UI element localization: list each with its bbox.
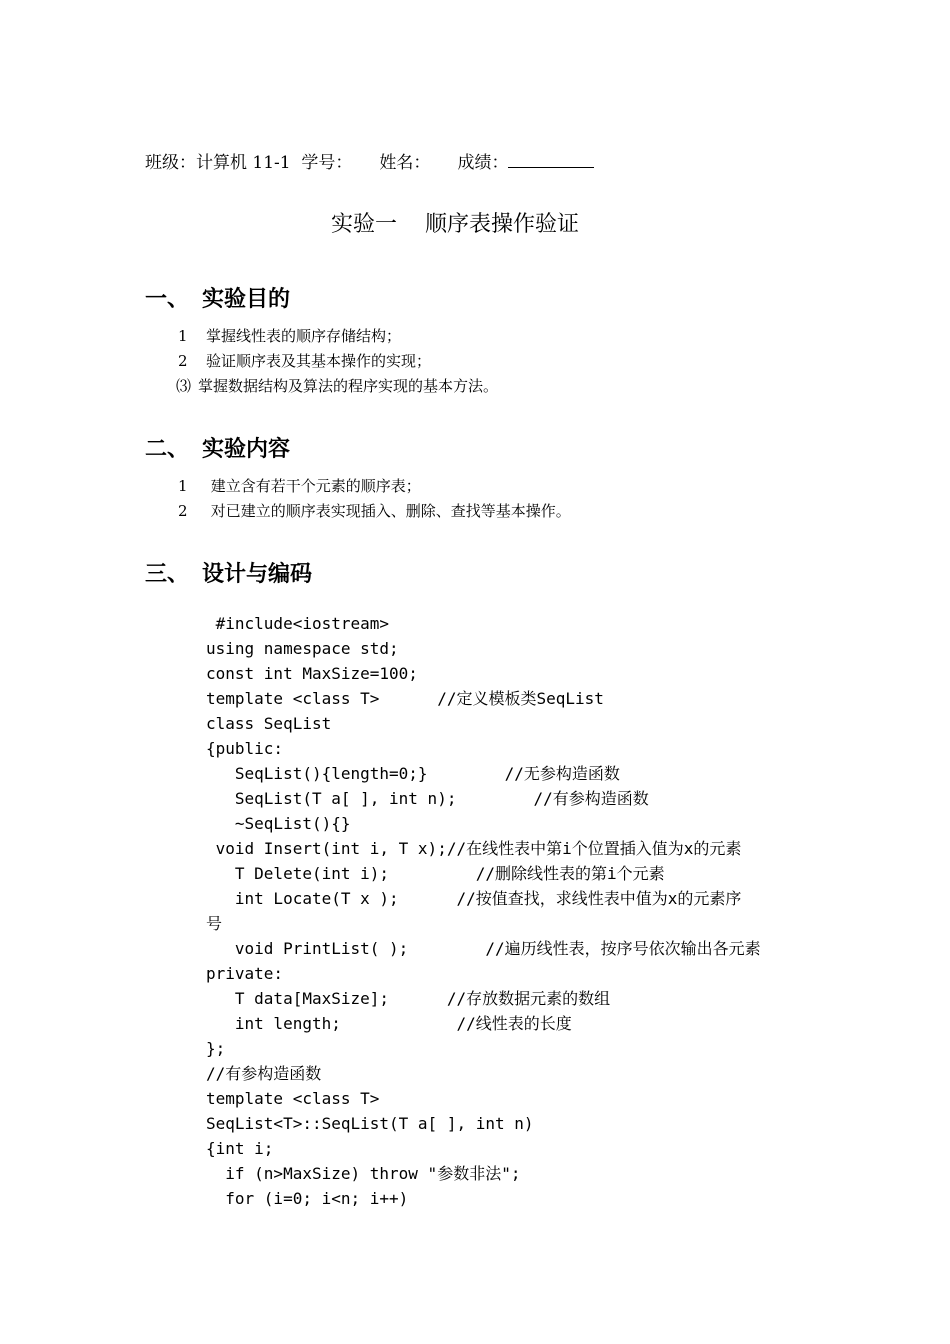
code-line: const int MaxSize=100; [206, 664, 418, 683]
grade-blank [508, 150, 594, 168]
code-line: class SeqList [206, 714, 332, 733]
code-line: using namespace std; [206, 639, 399, 658]
code-line: private: [206, 964, 284, 983]
code-line: }; [206, 1039, 226, 1058]
code-line: SeqList(){length=0;} //无参构造函数 [206, 764, 620, 783]
code-line: template <class T> //定义模板类SeqList [206, 689, 604, 708]
section-number: 二、 [145, 437, 190, 462]
code-line: for (i=0; i<n; i++) [206, 1189, 409, 1208]
list-text: 验证顺序表及其基本操作的实现； [206, 352, 432, 370]
list-marker: 2 [178, 352, 188, 370]
code-line: ~SeqList(){} [206, 814, 351, 833]
list-text: 掌握线性表的顺序存储结构； [206, 327, 402, 345]
section-title: 实验内容 [202, 437, 291, 462]
code-line: {public: [206, 739, 284, 758]
section-number: 一、 [145, 287, 190, 312]
section-heading-design [145, 560, 312, 590]
student-info-line [145, 150, 594, 175]
section-title: 实验目的 [202, 287, 291, 312]
list-marker: 1 [178, 327, 188, 345]
code-line: #include<iostream> [206, 614, 390, 633]
purpose-list [178, 324, 498, 399]
code-line: 号 [206, 914, 223, 933]
list-marker: ⑶ [176, 377, 192, 395]
code-line: if (n>MaxSize) throw "参数非法"; [206, 1164, 521, 1183]
list-item [178, 349, 498, 374]
code-listing [206, 611, 761, 1211]
list-text: 建立含有若干个元素的顺序表； [206, 477, 421, 495]
code-line: //有参构造函数 [206, 1064, 322, 1083]
section-heading-purpose [145, 285, 290, 315]
section-heading-content [145, 435, 290, 465]
code-line: int Locate(T x ); //按值查找，求线性表中值为x的元素序 [206, 889, 742, 908]
code-line: T Delete(int i); //删除线性表的第i个元素 [206, 864, 665, 883]
code-line: template <class T> [206, 1089, 380, 1108]
list-marker: 1 [178, 477, 188, 495]
code-line: T data[MaxSize]; //存放数据元素的数组 [206, 989, 611, 1008]
list-marker: 2 [178, 502, 188, 520]
code-line: int length; //线性表的长度 [206, 1014, 572, 1033]
list-item [176, 374, 498, 399]
section-number: 三、 [145, 562, 190, 587]
code-line: {int i; [206, 1139, 274, 1158]
code-line: void PrintList( ); //遍历线性表，按序号依次输出各元素 [206, 939, 761, 958]
list-text: 掌握数据结构及算法的程序实现的基本方法。 [198, 377, 499, 395]
student-info-text: 班级：计算机 11-1 学号： 姓名： 成绩： [145, 153, 509, 173]
list-item [178, 474, 571, 499]
list-item [178, 324, 498, 349]
list-text: 对已建立的顺序表实现插入、删除、查找等基本操作。 [206, 502, 571, 520]
document-title: 实验一 顺序表操作验证 [331, 212, 579, 237]
code-line: void Insert(int i, T x);//在线性表中第i个位置插入值为x的元素 [206, 839, 742, 858]
code-line: SeqList(T a[ ], int n); //有参构造函数 [206, 789, 649, 808]
section-title: 设计与编码 [202, 562, 313, 587]
code-line: SeqList<T>::SeqList(T a[ ], int n) [206, 1114, 534, 1133]
list-item [178, 499, 571, 524]
content-list [178, 474, 571, 524]
